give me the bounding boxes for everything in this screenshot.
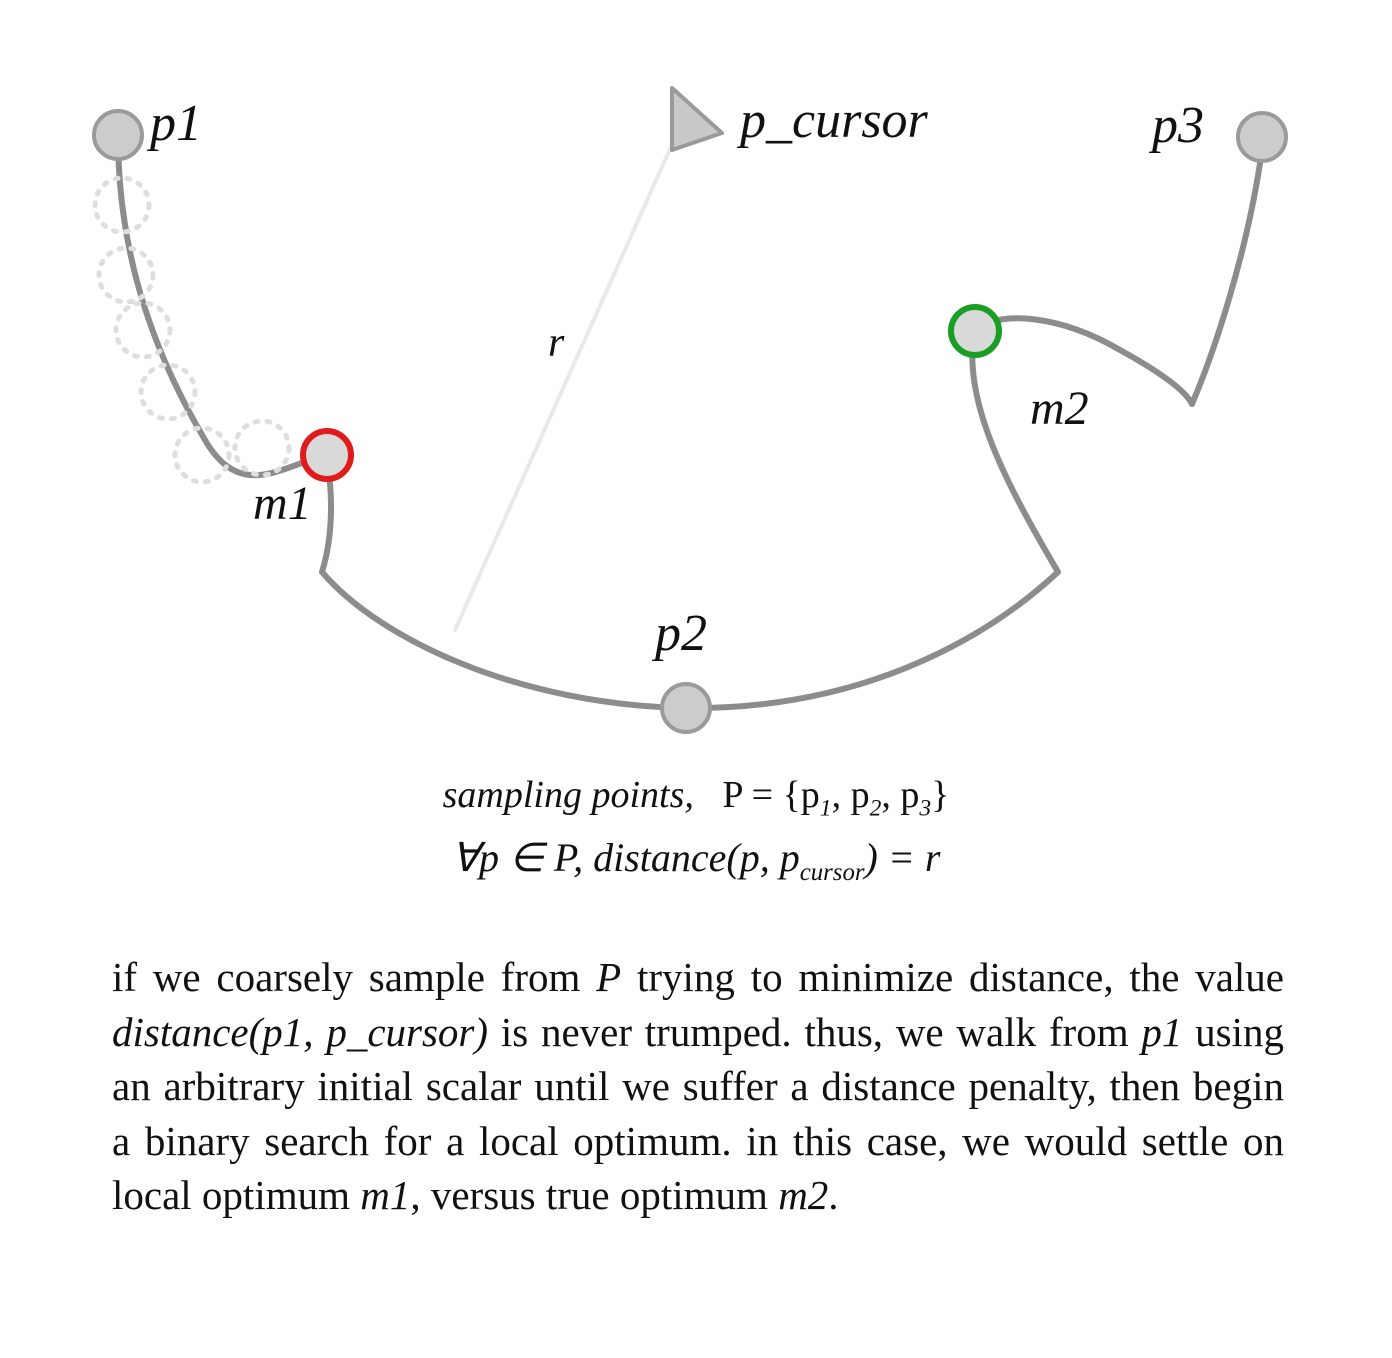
formula-sub-2: 2 (869, 795, 882, 822)
radius-line (455, 120, 683, 630)
formula-mid-1: , p (831, 774, 870, 816)
formula-set-body: P = {p (722, 774, 820, 816)
formula-sub-3: 3 (919, 795, 932, 822)
paragraph-seg-1: if we coarsely sample from (112, 954, 597, 1000)
paragraph-seg-3: is never trumped. thus, we walk from (488, 1008, 1142, 1055)
formula-quantifier: ∀p ∈ P, (451, 835, 584, 881)
paragraph-italic-P: P (596, 954, 622, 1000)
paragraph-italic-p1: p1 (1141, 1008, 1183, 1055)
local-optimum-node-m1 (303, 431, 351, 479)
point-node-p3 (1238, 113, 1286, 161)
label-m1: m1 (253, 477, 312, 530)
label-p3: p3 (1152, 97, 1204, 154)
formula-sub-1: 1 (819, 795, 832, 822)
paragraph-seg-6: . (828, 1172, 839, 1219)
formula-distance-constraint (0, 831, 1392, 889)
label-p-cursor: p_cursor (740, 92, 928, 149)
paragraph-seg-2: trying to minimize distance, the value (621, 954, 1284, 1000)
point-node-p2 (662, 684, 710, 732)
paragraph-seg-4: using an arbitrary initial scalar until we suffer a distance penalty, then begin a binary search for a local optimum. in this case, we would settle on local optimum (112, 1008, 1285, 1219)
paragraph-italic-distance: distance(p1, p_cursor) (112, 1008, 489, 1055)
cursor-pointer-icon (672, 88, 722, 150)
label-p2: p2 (655, 605, 707, 662)
paragraph-seg-5: , versus true optimum (410, 1172, 779, 1219)
explanatory-paragraph (112, 950, 1284, 1223)
label-m2: m2 (1030, 382, 1089, 435)
formula-cursor-sub: cursor (799, 859, 865, 887)
formula-prefix: sampling points, (442, 774, 694, 816)
probe-circle (99, 248, 153, 302)
label-radius: r (548, 320, 565, 366)
formula-sampling-points (0, 770, 1392, 825)
formula-mid-2: , p (881, 774, 920, 816)
true-optimum-node-m2 (951, 307, 999, 355)
formula-args-open: (p, p (726, 835, 800, 881)
formula-set-close: } (931, 774, 950, 816)
probe-circle (235, 421, 289, 475)
p3-branch (1192, 150, 1262, 404)
formula-distance-fn: distance (593, 835, 727, 881)
label-p1: p1 (150, 95, 202, 152)
paragraph-italic-m2: m2 (778, 1172, 829, 1219)
formula-args-close: ) = r (864, 835, 941, 881)
point-node-p1 (94, 111, 142, 159)
formula-block (0, 770, 1392, 890)
paragraph-italic-m1: m1 (360, 1172, 411, 1219)
